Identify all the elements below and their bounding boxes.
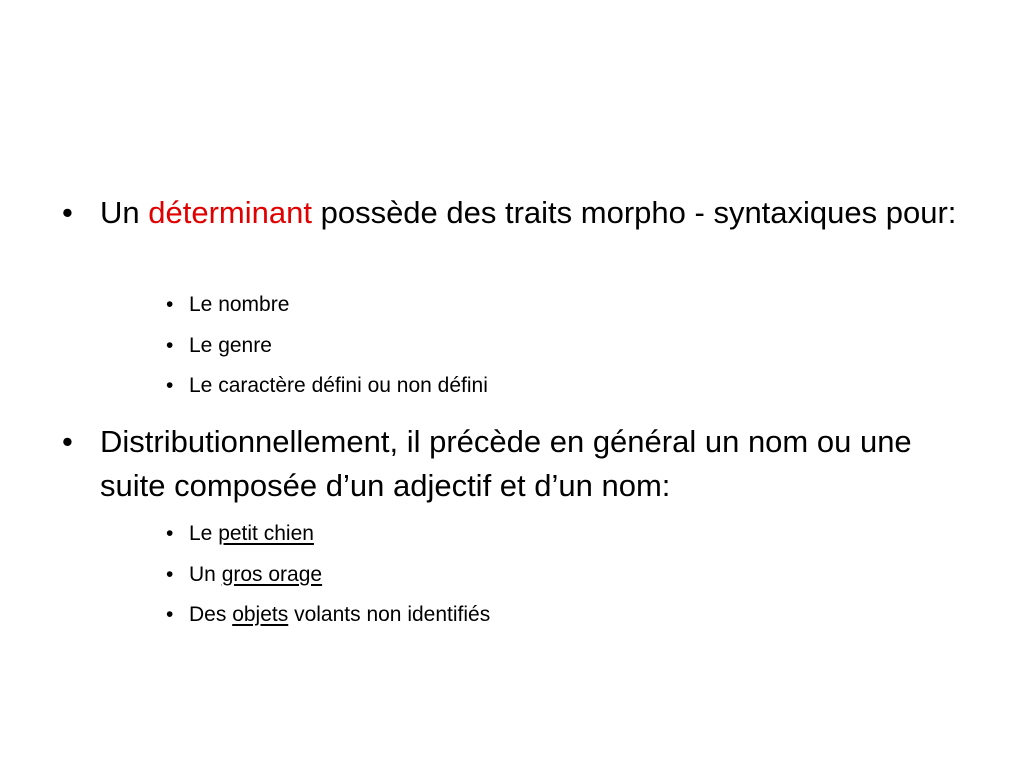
subitem-text: Le nombre [189,293,290,316]
highlight-term: déterminant [148,195,312,230]
bullet-icon: • [166,563,174,586]
bullet-icon: • [166,374,174,397]
underlined-phrase: petit chien [218,522,314,545]
subitem-caractere [166,372,866,400]
underlined-phrase: gros orage [221,563,323,586]
bullet-icon: • [166,334,174,357]
bullet-text [100,191,962,235]
subitem-nombre [166,291,866,319]
text-segment: Un [100,195,149,230]
bullet-icon: • [62,424,73,459]
example-text [189,520,866,548]
subitem-text: Le genre [189,334,272,357]
text-segment: possède des traits morpho - syntaxiques pour: [311,195,957,230]
bullet-distribution [62,420,962,508]
bullet-determinant [62,191,962,235]
bullet-icon: • [166,293,174,316]
bullet-icon: • [166,522,174,545]
text-segment: Le [189,522,219,545]
example-petit-chien [166,520,866,548]
bullet-icon: • [62,195,73,230]
subitem-genre [166,332,866,360]
text-segment: Un [189,563,222,586]
example-text [189,561,866,589]
bullet-icon: • [166,603,174,626]
text-segment: Des [189,603,233,626]
example-objets [166,601,866,629]
underlined-phrase: objets [232,603,289,626]
subitem-text: Le caractère défini ou non défini [189,374,488,397]
example-text [189,601,866,629]
example-gros-orage [166,561,866,589]
bullet-text: Distributionnellement, il précède en général un nom ou une suite composée d’un adjectif et d’un nom: [100,424,912,503]
text-segment: volants non identifiés [288,603,491,626]
